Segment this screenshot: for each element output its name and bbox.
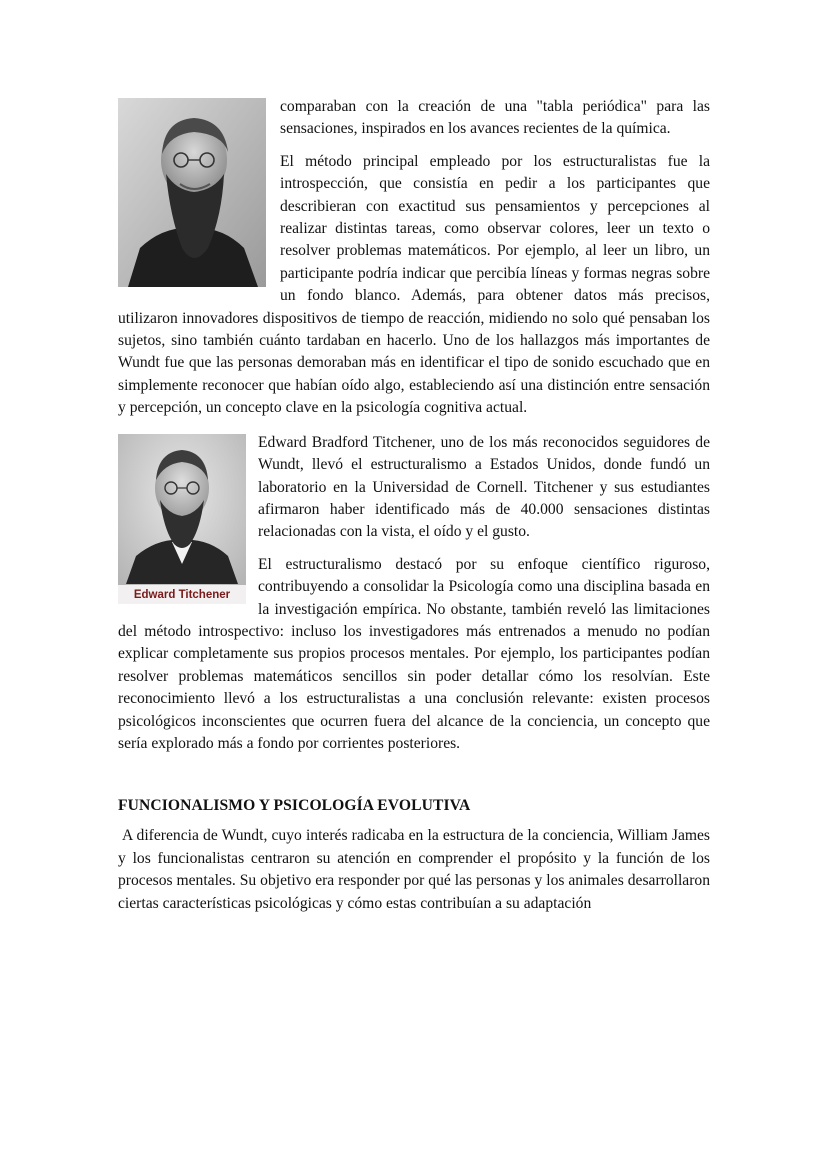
document-page [118, 96, 710, 915]
portrait-caption: Edward Titchener [118, 585, 246, 604]
wundt-portrait-image [118, 98, 266, 287]
funcionalismo-paragraph: A diferencia de Wundt, cuyo interés radicaba en la estructura de la conciencia, William James y los funcionalistas centraron su atención en comprender el propósito y la función de los procesos mentales. Su objetivo era responder por qué las personas y los animales desarrollaron ciertas características psicológicas y cómo estas contribuían a su adaptación [118, 827, 710, 912]
titchener-portrait-image [118, 434, 246, 604]
wundt-paragraph-2: El método principal empleado por los estructuralistas fue la introspección, que consistía en pedir a los participantes que describieran con exactitud sus pensamientos y percepciones al realizar distintas tareas, como observar colores, leer un texto o resolver problemas matemáticos. Por ejemplo, al leer un libro, un participante podría indicar que percibía líneas y formas negras sobre un fondo blanco. Además, para obtener datos más precisos, utilizaron innovadores dispositivos de tiempo de reacción, midiendo no solo qué pensaban los sujetos, sino también cuánto tardaban en hacerlo. Uno de los hallazgos más importantes de Wundt fue que las personas demoraban más en identificar el tipo de sonido escuchado que en simplemente reconocer que habían oído algo, estableciendo así una distinción entre sensación y percepción, un concepto clave en la psicología cognitiva actual. [118, 152, 710, 417]
titchener-paragraph-2: El estructuralismo destacó por su enfoque científico riguroso, contribuyendo a consolidar la Psicología como una disciplina basada en la investigación empírica. No obstante, también reveló las limitaciones del método introspectivo: incluso los investigadores más entrenados a menudo no podían explicar completamente sus propios procesos mentales. Por ejemplo, los participantes podían resolver problemas matemáticos sencillos sin poder detallar cómo los resolvían. Este reconocimiento llevó a los estructuralistas a una conclusión relevante: existen procesos psicológicos inconscientes que ocurren fuera del alcance de la conciencia, un concepto que sería explorado más a fondo por corrientes posteriores. [118, 555, 710, 752]
titchener-paragraph-1: Edward Bradford Titchener, uno de los más reconocidos seguidores de Wundt, llevó el estructuralismo a Estados Unidos, donde fundó un laboratorio en la Universidad de Cornell. Titchener y sus estudiantes afirmaron haber identificado más de 40.000 sensaciones distintas relacionadas con la vista, el oído y el gusto. [258, 433, 710, 541]
wundt-paragraph-1: comparaban con la creación de una "tabla periódica" para las sensaciones, inspirados en los avances recientes de la química. [280, 98, 710, 138]
section-heading: FUNCIONALISMO Y PSICOLOGÍA EVOLUTIVA [118, 797, 471, 815]
